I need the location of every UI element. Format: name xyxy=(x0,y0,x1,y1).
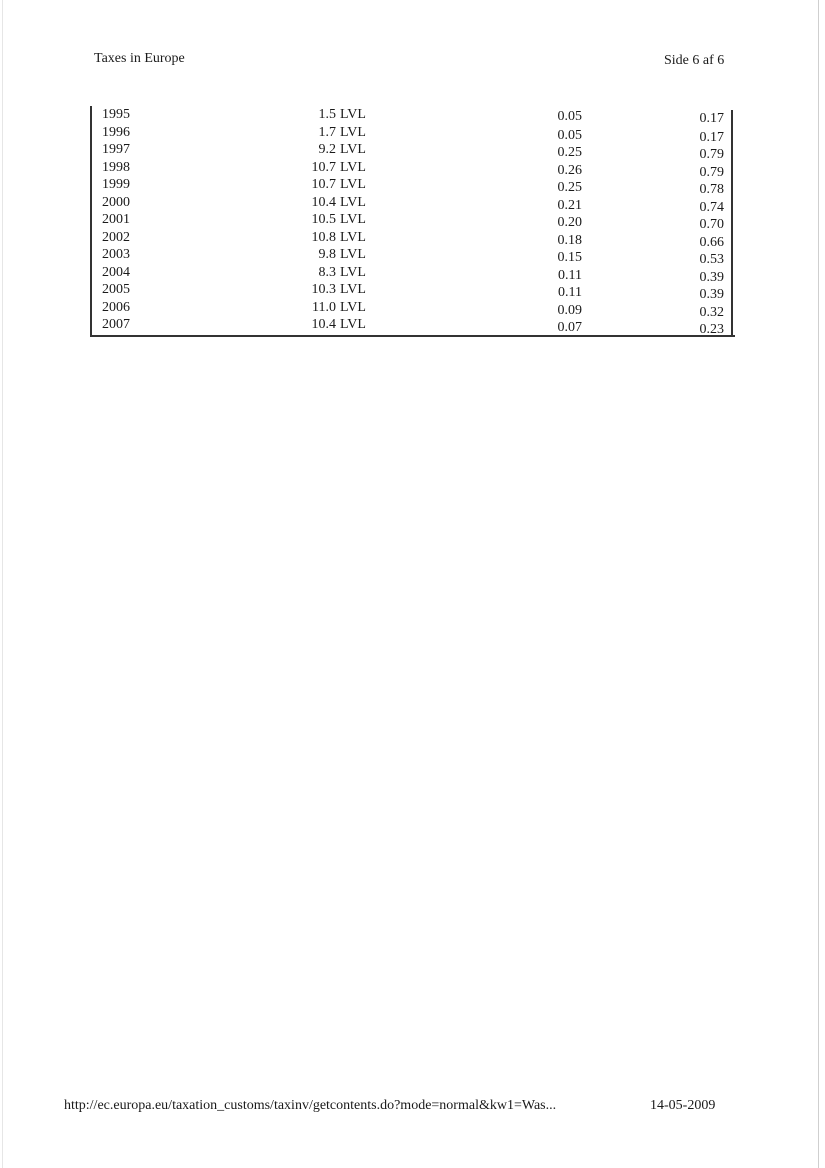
value-b-cell: 0.17 xyxy=(699,129,724,145)
value-b-cell: 0.17 xyxy=(699,111,724,126)
currency-cell: LVL xyxy=(340,299,366,315)
rate-cell: 1.7 xyxy=(318,124,336,140)
currency-cell: LVL xyxy=(340,177,366,192)
value-b-cell: 0.79 xyxy=(699,164,724,180)
value-a-cell: 0.26 xyxy=(557,162,582,178)
rate-cell: 10.4 xyxy=(311,194,336,210)
value-a-cell: 0.18 xyxy=(557,232,582,248)
table-row xyxy=(92,176,737,197)
value-a-cell: 0.21 xyxy=(557,197,582,213)
currency-cell: LVL xyxy=(340,247,366,262)
currency-cell: LVL xyxy=(340,107,366,122)
value-b-cell: 0.79 xyxy=(699,147,724,162)
page-header-title: Taxes in Europe xyxy=(94,51,185,66)
value-a-cell: 0.11 xyxy=(558,285,582,300)
currency-cell: LVL xyxy=(340,124,366,140)
value-b-cell: 0.53 xyxy=(699,252,724,267)
rate-cell: 10.8 xyxy=(311,229,336,245)
value-b-cell: 0.66 xyxy=(699,234,724,250)
currency-cell: LVL xyxy=(340,159,366,175)
year-cell: 1997 xyxy=(102,142,130,157)
table-row xyxy=(92,106,737,126)
year-cell: 2007 xyxy=(102,317,130,332)
value-a-cell: 0.25 xyxy=(557,180,582,195)
tax-rate-table xyxy=(90,106,735,337)
table-right-border xyxy=(731,110,733,337)
table-row xyxy=(92,159,737,180)
value-b-cell: 0.74 xyxy=(699,199,724,215)
year-cell: 2000 xyxy=(102,194,130,210)
page-edge-right xyxy=(818,0,819,1168)
year-cell: 2001 xyxy=(102,212,130,227)
footer-date: 14-05-2009 xyxy=(650,1098,716,1113)
currency-cell: LVL xyxy=(340,317,366,332)
year-cell: 1995 xyxy=(102,107,130,122)
table-row xyxy=(92,299,737,320)
currency-cell: LVL xyxy=(340,142,366,157)
currency-cell: LVL xyxy=(340,194,366,210)
value-b-cell: 0.39 xyxy=(699,269,724,285)
rate-cell: 9.2 xyxy=(318,142,336,157)
rate-cell: 10.7 xyxy=(311,177,336,192)
year-cell: 1999 xyxy=(102,177,130,192)
table-row xyxy=(92,316,737,337)
footer-url: http://ec.europa.eu/taxation_customs/taxinv/getcontents.do?mode=normal&kw1=Was... xyxy=(64,1098,557,1113)
value-b-cell: 0.78 xyxy=(699,182,724,197)
value-a-cell: 0.25 xyxy=(557,145,582,160)
rate-cell: 10.4 xyxy=(311,317,336,332)
value-a-cell: 0.20 xyxy=(557,215,582,230)
value-b-cell: 0.39 xyxy=(699,287,724,302)
value-a-cell: 0.07 xyxy=(557,320,582,335)
year-cell: 2004 xyxy=(102,264,130,280)
value-b-cell: 0.23 xyxy=(699,322,724,337)
value-a-cell: 0.15 xyxy=(557,250,582,265)
year-cell: 2003 xyxy=(102,247,130,262)
value-a-cell: 0.05 xyxy=(557,127,582,143)
table-row xyxy=(92,141,737,162)
table-row xyxy=(92,246,737,267)
table-row xyxy=(92,211,737,232)
table-row xyxy=(92,124,737,145)
currency-cell: LVL xyxy=(340,212,366,227)
rate-cell: 10.5 xyxy=(311,212,336,227)
year-cell: 2005 xyxy=(102,282,130,297)
currency-cell: LVL xyxy=(340,229,366,245)
table-row xyxy=(92,264,737,285)
value-a-cell: 0.09 xyxy=(557,302,582,318)
currency-cell: LVL xyxy=(340,282,366,297)
rate-cell: 1.5 xyxy=(318,107,336,122)
rate-cell: 9.8 xyxy=(318,247,336,262)
table-row xyxy=(92,229,737,250)
rate-cell: 10.7 xyxy=(311,159,336,175)
year-cell: 1996 xyxy=(102,124,130,140)
table-row xyxy=(92,194,737,215)
rate-cell: 11.0 xyxy=(312,299,336,315)
page-edge-left xyxy=(2,0,3,1168)
rate-cell: 10.3 xyxy=(311,282,336,297)
value-b-cell: 0.32 xyxy=(699,304,724,320)
page-number: Side 6 af 6 xyxy=(664,53,725,68)
value-a-cell: 0.05 xyxy=(557,109,582,124)
year-cell: 1998 xyxy=(102,159,130,175)
table-row xyxy=(92,281,737,302)
value-b-cell: 0.70 xyxy=(699,217,724,232)
rate-cell: 8.3 xyxy=(318,264,336,280)
value-a-cell: 0.11 xyxy=(558,267,582,283)
year-cell: 2006 xyxy=(102,299,130,315)
year-cell: 2002 xyxy=(102,229,130,245)
currency-cell: LVL xyxy=(340,264,366,280)
